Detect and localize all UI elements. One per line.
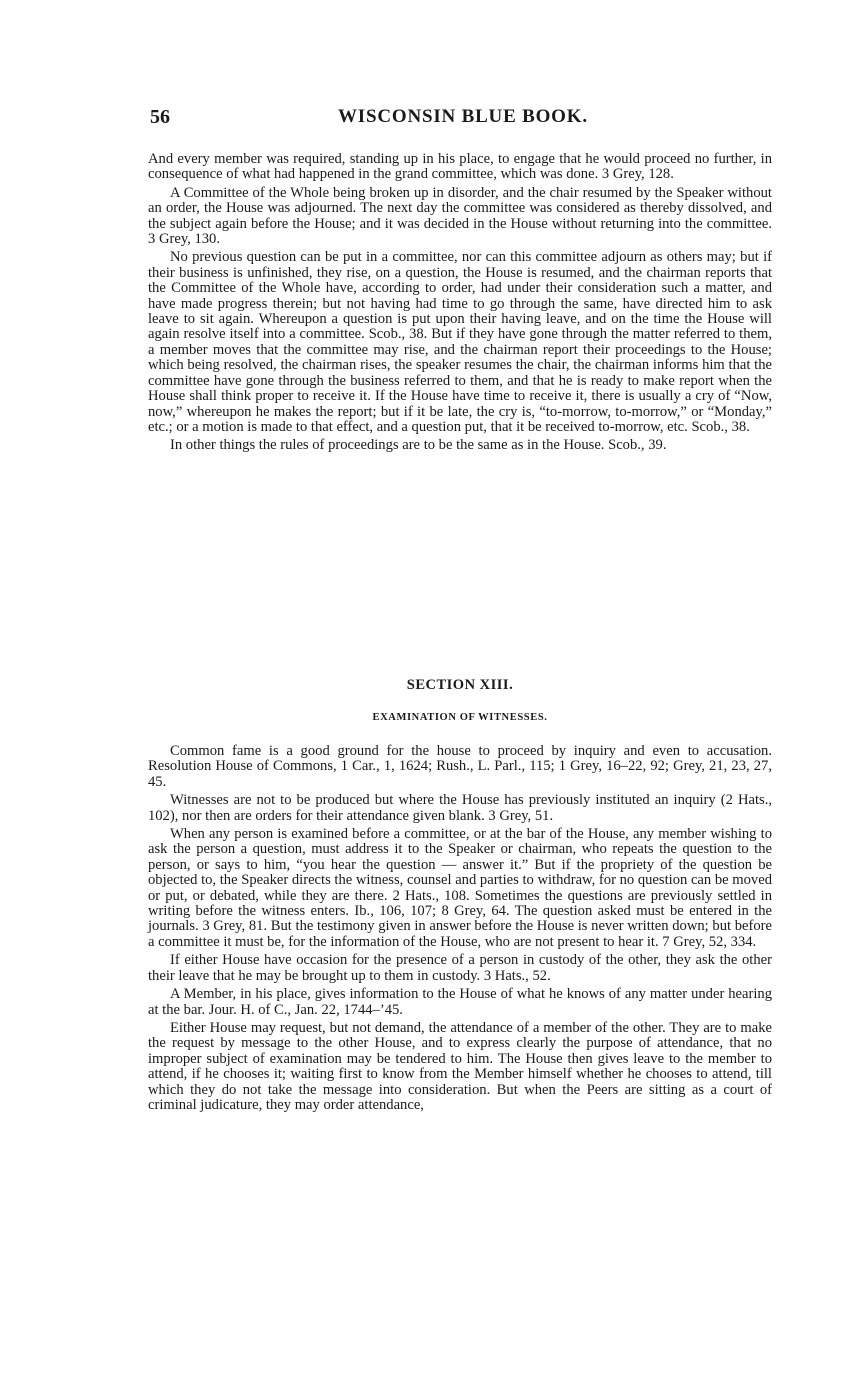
page-number: 56 [150, 106, 170, 128]
paragraph: When any person is examined before a committee, or at the bar of the House, any member wishing to ask the person a question, must address it to the Speaker or chairman, who repeats the question to the person, or says to him, “you hear the question — answer it.” But if the propriety of the question be objected to, the Speaker directs the witness, counsel and parties to withdraw, for no question can be moved or put, or debated, while they are there. 2 Hats., 108. Sometimes the questions are previously settled in writing before the witness enters. Ib., 106, 107; 8 Grey, 64. The question asked must be entered in the journals. 3 Grey, 81. But the testimony given in answer before the House is never written down; but before a committee it must be, for the information of the House, who are not present to hear it. 7 Grey, 52, 334. [148, 826, 772, 950]
section-subtitle: EXAMINATION OF WITNESSES. [372, 712, 548, 723]
section-title: SECTION XIII. [406, 677, 514, 693]
text-block-top [148, 152, 772, 457]
paragraph: Witnesses are not to be produced but where the House has previously instituted an inquiry (2 Hats., 102), nor then are orders for their attendance given blank. 3 Grey, 51. [148, 792, 772, 824]
paragraph: Common fame is a good ground for the house to proceed by inquiry and even to accusation. Resolution House of Commons, 1 Car., 1, 1624; Rush., L. Parl., 115; 1 Grey, 16–22, 92; Grey, 21, 23, 27, 45. [148, 743, 772, 790]
paragraph: If either House have occasion for the presence of a person in custody of the other, they ask the other their leave that he may be brought up to them in custody. 3 Hats., 52. [148, 952, 772, 984]
paragraph: And every member was required, standing up in his place, to engage that he would proceed no further, in consequence of what had happened in the grand committee, which was done. 3 Grey, 128. [148, 151, 772, 183]
paragraph: A Committee of the Whole being broken up in disorder, and the chair resumed by the Speaker without an order, the House was adjourned. The next day the committee was considered as thereby dissolved, and the subject again before the House; and it was decided in the House without returning into the committee. 3 Grey, 130. [148, 184, 772, 248]
paragraph: No previous question can be put in a committee, nor can this committee adjourn as others may; but if their business is unfinished, they rise, on a question, the House is resumed, and the chairman reports that the Committee of the Whole have, according to order, had under their consideration such a matter, and have made progress therein; but not having had time to go through the same, have directed him to ask leave to sit again. Whereupon a question is put upon their having leave, and on the time the House will again resolve itself into a committee. Scob., 38. But if they have gone through the matter referred to them, a member moves that the committee may rise, and the chairman report their proceedings to the House; which being resolved, the chairman rises, the speaker resumes the chair, the chairman informs him that the committee have gone through the business referred to them, and that he is ready to make report when the House shall think proper to receive it. If the House have time to receive it, there is usually a cry of “Now, now,” whereupon he makes the report; but if it be late, the cry is, “to-morrow, to-morrow,” or “Monday,” etc.; or a motion is made to that effect, and a question put, that it be received to-morrow, etc. Scob., 38. [148, 249, 772, 435]
paragraph: Either House may request, but not demand, the attendance of a member of the other. They are to make the request by message to the other House, and to express clearly the purpose of attendance, that no improper subject of examination may be tendered to him. The House then gives leave to the member to attend, if he chooses it; waiting first to know from the Member himself whether he chooses to attend, till which they do not take the message into consideration. But when the Peers are sitting as a court of criminal judicature, they may order attendance, [148, 1019, 772, 1113]
page-header [150, 106, 770, 136]
text-block-bottom [148, 744, 772, 1116]
paragraph: A Member, in his place, gives information to the House of what he knows of any matter under hearing at the bar. Jour. H. of C., Jan. 22, 1744–’45. [148, 986, 772, 1018]
paragraph: In other things the rules of proceedings are to be the same as in the House. Scob., 39. [170, 437, 667, 454]
running-head: WISCONSIN BLUE BOOK. [338, 106, 588, 127]
